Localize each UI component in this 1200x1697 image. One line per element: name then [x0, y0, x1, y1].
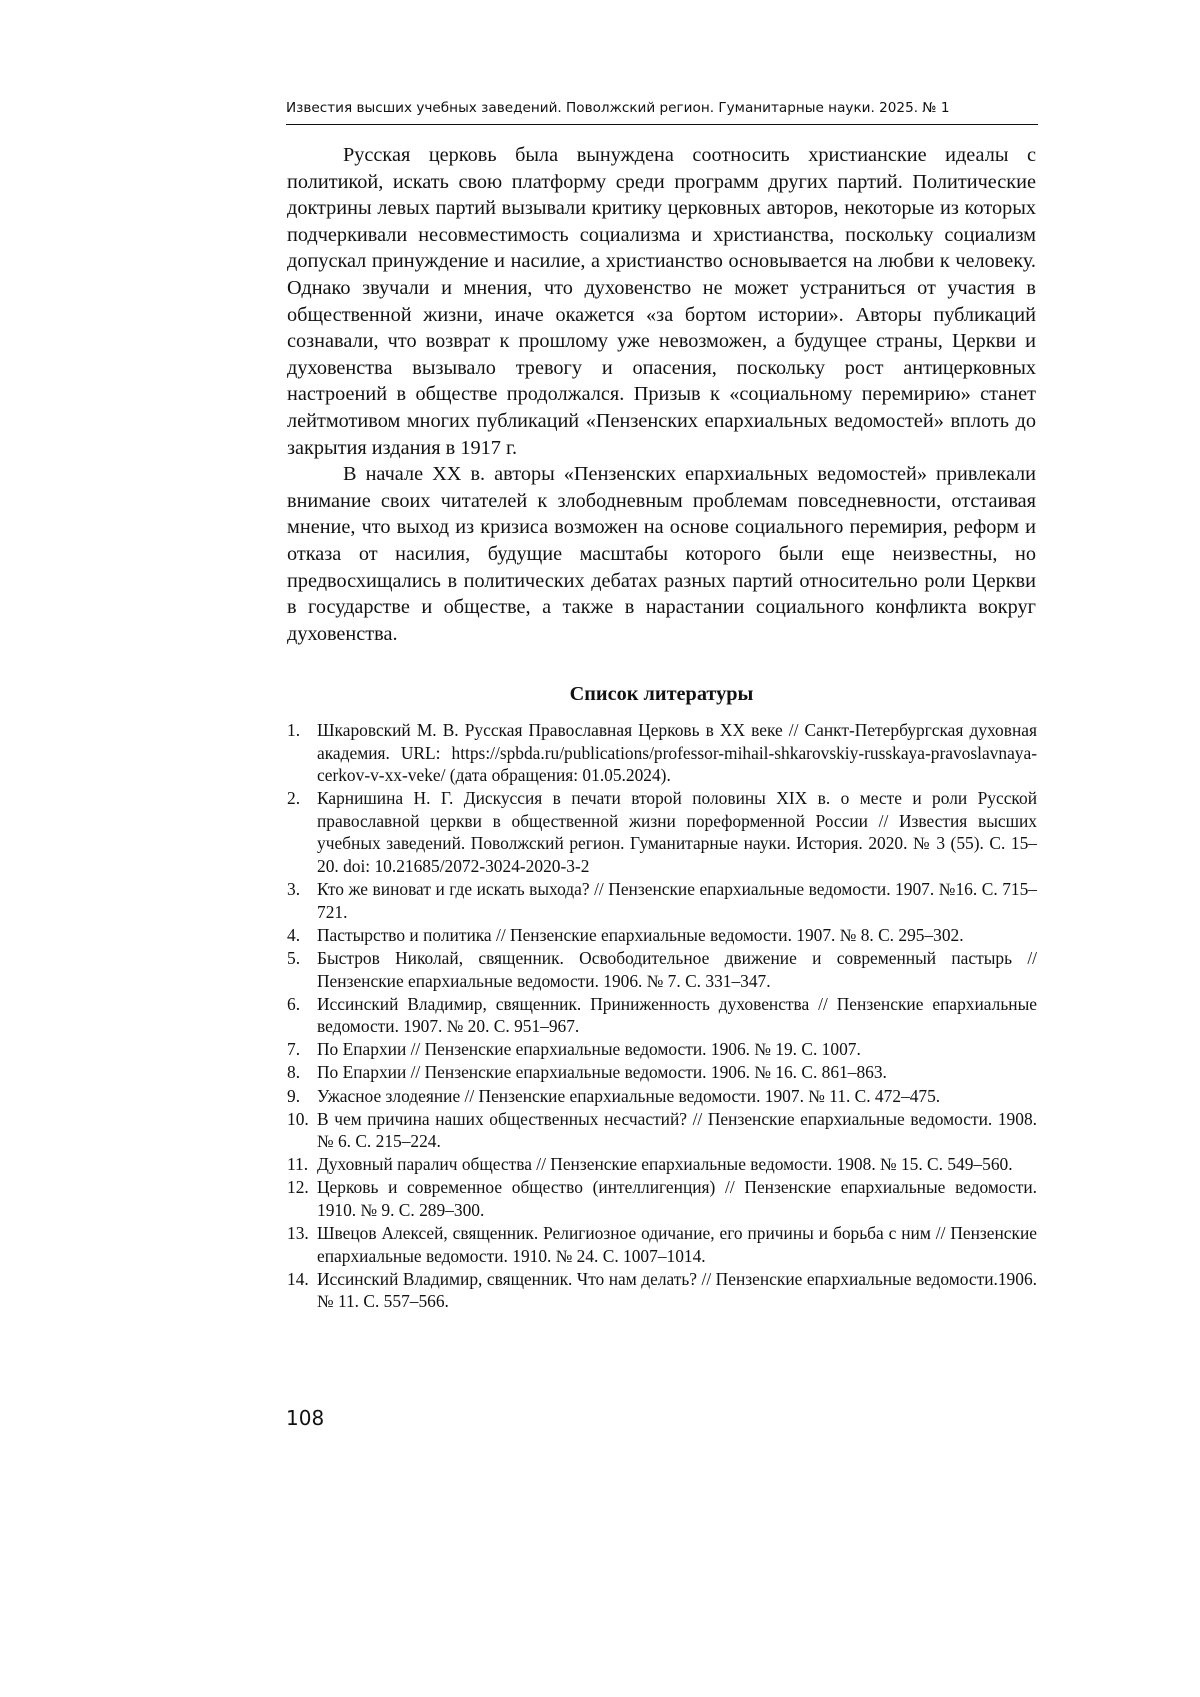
reference-number: 9.	[287, 1085, 301, 1106]
reference-text: Кто же виноват и где искать выхода? // Пензенские епархиальные ведомости. 1907. №16. С. 715–721.	[317, 879, 1037, 922]
reference-number: 7.	[287, 1039, 301, 1060]
reference-number: 3.	[287, 879, 301, 900]
reference-item	[287, 993, 1037, 1038]
running-head: Известия высших учебных заведений. Поволжский регион. Гуманитарные науки. 2025. № 1	[286, 100, 950, 116]
reference-item	[287, 1108, 1037, 1153]
reference-item	[287, 1153, 1037, 1176]
reference-number: 2.	[287, 788, 301, 809]
reference-text: Иссинский Владимир, священник. Приниженность духовенства // Пензенские епархиальные ведомости. 1907. № 20. С. 951–967.	[317, 993, 1037, 1037]
reference-text: Быстров Николай, священник. Освободительное движение и современный пастырь // Пензенские епархиальные ведомости. 1906. № 7. С. 331–347.	[317, 947, 1037, 991]
reference-text: Пастырство и политика // Пензенские епархиальные ведомости. 1907. № 8. С. 295–302.	[317, 924, 964, 945]
reference-number: 14.	[287, 1268, 309, 1289]
reference-item	[287, 1268, 1037, 1313]
reference-number: 10.	[287, 1108, 309, 1129]
reference-text: Церковь и современное общество (интеллигенция) // Пензенские епархиальные ведомости. 1910. № 9. С. 289–300.	[317, 1177, 1037, 1220]
reference-text: В чем причина наших общественных несчастий? // Пензенские епархиальные ведомости. 1908. № 6. С. 215–224.	[317, 1108, 1037, 1152]
reference-item	[287, 719, 1037, 787]
reference-text: Ужасное злодеяние // Пензенские епархиальные ведомости. 1907. № 11. С. 472–475.	[317, 1085, 941, 1106]
references-title: Список литературы	[569, 683, 754, 705]
reference-text: По Епархии // Пензенские епархиальные ведомости. 1906. № 19. С. 1007.	[317, 1039, 861, 1060]
reference-item	[287, 878, 1037, 923]
reference-number: 4.	[287, 924, 301, 945]
reference-number: 13.	[287, 1223, 309, 1244]
header-rule	[286, 124, 1038, 125]
reference-item	[287, 1061, 1037, 1084]
references-list	[287, 719, 1037, 1313]
reference-text: Духовный паралич общества // Пензенские епархиальные ведомости. 1908. № 15. С. 549–560.	[317, 1154, 1013, 1175]
reference-item	[287, 947, 1037, 992]
article-body	[287, 142, 1036, 647]
reference-item	[287, 1176, 1037, 1221]
body-paragraph: В начале XX в. авторы «Пензенских епархиальных ведомостей» привлекали внимание своих читателей к злободневным проблемам повседневности, отстаивая мнение, что выход из кризиса возможен на основе социального перемирия, реформ и отказа от насилия, будущие масштабы которого были еще неизвестны, но предвосхищались в политических дебатах разных партий относительно роли Церкви в государстве и обществе, а также в нарастании социального конфликта вокруг духовенства.	[287, 463, 1036, 645]
reference-number: 12.	[287, 1177, 309, 1198]
reference-number: 6.	[287, 993, 301, 1014]
reference-number: 11.	[287, 1154, 309, 1175]
reference-text: Иссинский Владимир, священник. Что нам делать? // Пензенские епархиальные ведомости.1906. № 11. С. 557–566.	[317, 1268, 1037, 1312]
reference-number: 8.	[287, 1062, 301, 1083]
reference-item	[287, 1038, 1037, 1061]
reference-item	[287, 1222, 1037, 1267]
reference-item	[287, 924, 1037, 947]
reference-number: 1.	[287, 720, 301, 740]
reference-text: По Епархии // Пензенские епархиальные ведомости. 1906. № 16. С. 861–863.	[317, 1062, 887, 1083]
reference-item	[287, 1085, 1037, 1108]
reference-text: Швецов Алексей, священник. Религиозное одичание, его причины и борьба с ним // Пензенские епархиальные ведомости. 1910. № 24. С. 1007–1014.	[317, 1223, 1037, 1266]
body-paragraph: Русская церковь была вынуждена соотносить христианские идеалы с политикой, искать свою платформу среди программ других партий. Политические доктрины левых партий вызывали критику церковных авторов, некоторые из которых подчеркивали несовместимость социализма и христианства, поскольку социализм допускал принуждение и насилие, а христианство основывается на любви к человеку. Однако звучали и мнения, что духовенство не может устраниться от участия в общественной жизни, иначе окажется «за бортом истории». Авторы публикаций сознавали, что возврат к прошлому уже невозможен, а будущее страны, Церкви и духовенства вызывало тревогу и опасения, поскольку рост антицерковных настроений в обществе продолжался. Призыв к «социальному перемирию» станет лейтмотивом многих публикаций «Пензенских епархиальных ведомостей» вплоть до закрытия издания в 1917 г.	[287, 144, 1036, 459]
reference-text: Карнишина Н. Г. Дискуссия в печати второй половины XIX в. о месте и роли Русской православной церкви в общественной жизни пореформенной России // Известия высших учебных заведений. Поволжский регион. Гуманитарные науки. История. 2020. № 3 (55). С. 15–20. doi: 10.21685/2072-3024-2020-3-2	[317, 788, 1037, 877]
reference-item	[287, 787, 1037, 877]
reference-number: 5.	[287, 947, 301, 968]
reference-text: Шкаровский М. В. Русская Православная Церковь в XX веке // Санкт-Петербургская духовная академия. URL: https://spbda.ru/publications/professor-mihail-shkarovskiy-russkaya-pravoslavnaya-cerkov-v-xx-veke/ (дата обращения: 01.05.2024).	[317, 720, 1037, 786]
page-number: 108	[286, 1406, 325, 1430]
